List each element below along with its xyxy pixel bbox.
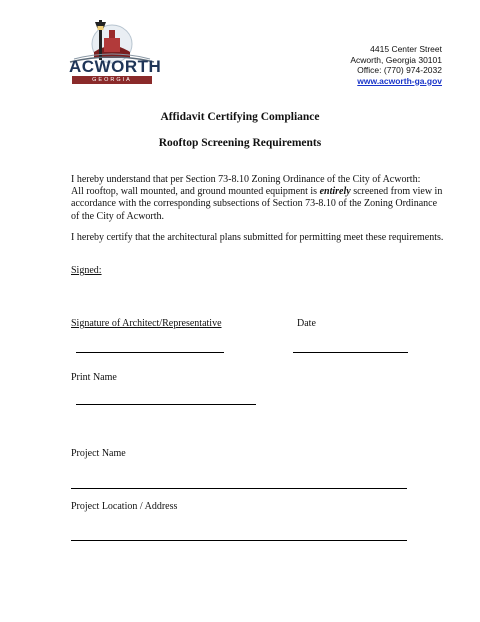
statement-line-1: I hereby understand that per Section 73-8.10 Zoning Ordinance of the City of Acworth: xyxy=(71,174,421,185)
statement-text-post: screened from view in accordance with the corresponding subsections of Section 73-8.10 of the Zoning Ordinance of the City of Acworth. xyxy=(71,186,443,222)
logo-subtitle: GEORGIA xyxy=(72,76,152,84)
date-line[interactable] xyxy=(293,352,408,353)
document-title: Affidavit Certifying Compliance xyxy=(160,111,320,123)
statement-text-pre: All rooftop, wall mounted, and ground mounted equipment is xyxy=(71,186,320,198)
signed-label: Signed: xyxy=(71,265,102,276)
address-office-phone: Office: (770) 974-2032 xyxy=(357,65,442,75)
compliance-statement xyxy=(71,174,446,223)
project-name-label: Project Name xyxy=(71,448,126,459)
project-location-label: Project Location / Address xyxy=(71,501,178,512)
address-street: 4415 Center Street xyxy=(370,44,442,54)
project-location-line[interactable] xyxy=(71,540,407,541)
logo-wordmark: ACWORTH xyxy=(69,57,162,76)
print-name-line[interactable] xyxy=(76,404,256,405)
print-name-label: Print Name xyxy=(71,372,117,383)
statement-body xyxy=(71,186,446,223)
statement-emphasis: entirely xyxy=(319,186,351,198)
date-label: Date xyxy=(297,318,316,329)
website-link[interactable]: www.acworth-ga.gov xyxy=(357,75,442,86)
address-block xyxy=(350,44,442,86)
document-subtitle: Rooftop Screening Requirements xyxy=(158,137,322,149)
certification-statement: I hereby certify that the architectural plans submitted for permitting meet these requirements. xyxy=(71,232,444,243)
signature-label: Signature of Architect/Representative xyxy=(71,318,222,329)
signature-line[interactable] xyxy=(76,352,224,353)
address-city: Acworth, Georgia 30101 xyxy=(350,54,442,65)
project-name-line[interactable] xyxy=(71,488,407,489)
